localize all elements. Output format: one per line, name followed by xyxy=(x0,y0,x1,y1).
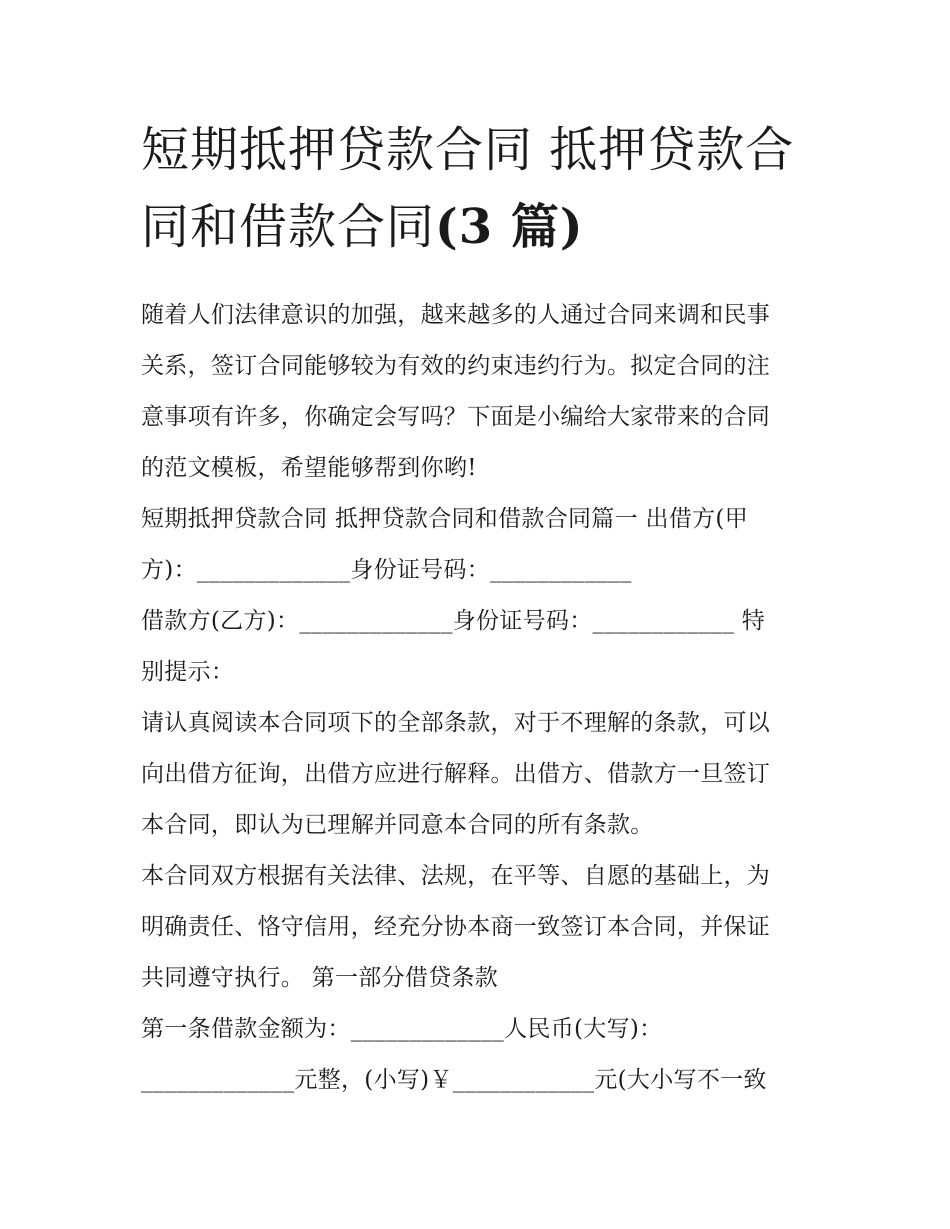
text-line: 随着人们法律意识的加强，越来越多的人通过合同来调和民事 xyxy=(141,302,771,328)
text-line: _____________元整，(小写)￥____________元(大小写不一致 xyxy=(141,1067,767,1093)
text-line: 本合同双方根据有关法律、法规，在平等、自愿的基础上，为 xyxy=(141,863,771,889)
text-line: 关系，签订合同能够较为有效的约束违约行为。拟定合同的注 xyxy=(141,353,771,379)
document-title xyxy=(141,112,813,266)
text-line: 明确责任、恪守信用，经充分协本商一致签订本合同，并保证 xyxy=(141,914,771,940)
agreement-paragraph xyxy=(141,851,813,1004)
text-line: 请认真阅读本合同项下的全部条款，对于不理解的条款，可以 xyxy=(141,710,771,736)
text-line: 方)：_____________身份证号码：____________ xyxy=(141,557,632,583)
title-line: 短期抵押贷款合同 抵押贷款合 xyxy=(141,122,795,178)
title-line-text: 同和借款合同 xyxy=(141,199,436,255)
text-line: 第一条借款金额为：_____________人民币(大写)： xyxy=(141,1016,663,1042)
text-line: 短期抵押贷款合同 抵押贷款合同和借款合同篇一 出借方(甲 xyxy=(141,506,748,532)
text-line: 向出借方征询，出借方应进行解释。出借方、借款方一旦签订 xyxy=(141,761,771,787)
borrower-paragraph xyxy=(141,596,813,698)
loan-amount-paragraph xyxy=(141,1004,813,1106)
text-line: 别提示： xyxy=(141,659,235,685)
text-line: 共同遵守执行。 第一部分借贷条款 xyxy=(141,965,499,991)
text-line: 的范文模板，希望能够帮到你哟! xyxy=(141,455,477,481)
title-count: (3 篇) xyxy=(435,199,584,255)
lender-paragraph xyxy=(141,494,813,596)
document-content xyxy=(141,112,813,1106)
intro-paragraph xyxy=(141,290,813,494)
text-line: 意事项有许多，你确定会写吗？下面是小编给大家带来的合同 xyxy=(141,404,771,430)
title-line xyxy=(141,189,813,266)
text-line: 本合同，即认为已理解并同意本合同的所有条款。 xyxy=(141,812,654,838)
notice-paragraph xyxy=(141,698,813,851)
text-line: 借款方(乙方)：_____________身份证号码：____________ 特 xyxy=(141,608,766,634)
